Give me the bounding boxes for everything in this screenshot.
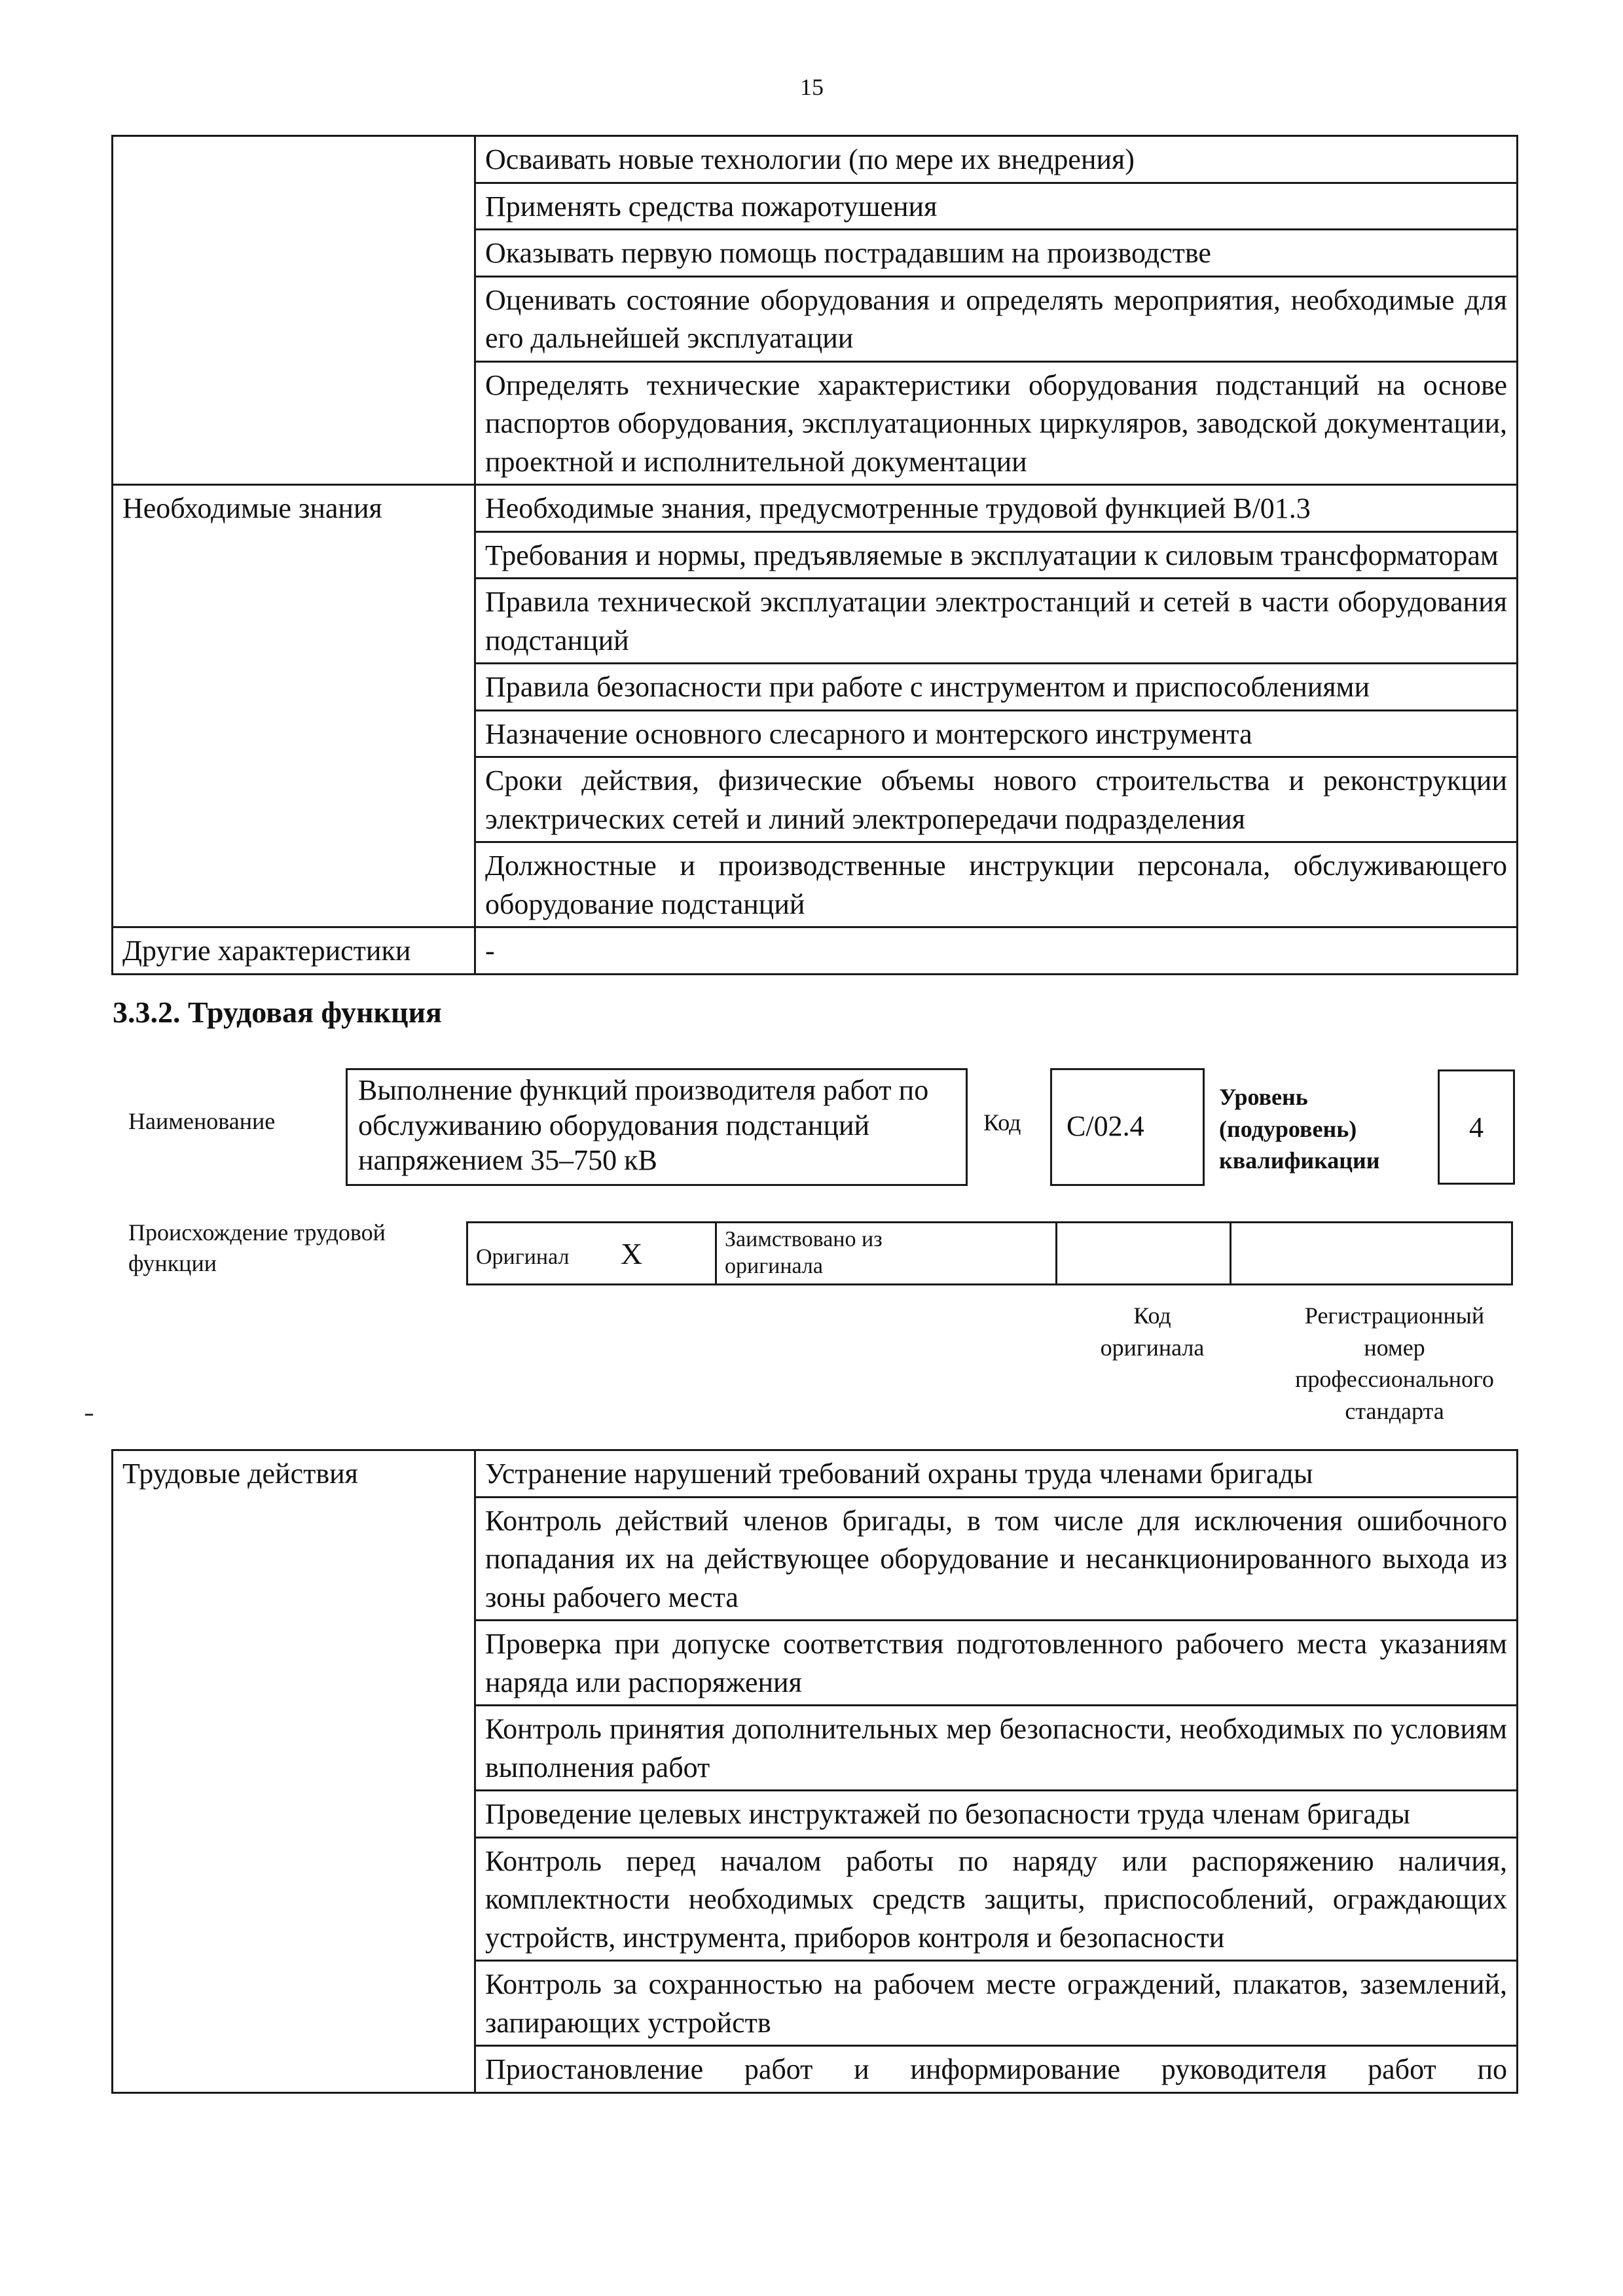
- table-row: [113, 485, 1518, 532]
- row-label-other: Другие характеристики: [113, 927, 475, 975]
- caption-line: профессионального: [1295, 1366, 1494, 1393]
- row-value: Сроки действия, физические объемы нового строительства и реконструкции электрических сетей и линий электропередачи подразделения: [475, 757, 1518, 842]
- caption-line: оригинала: [1100, 1334, 1205, 1361]
- row-label-required-knowledge: Необходимые знания: [113, 485, 475, 927]
- level-label: [1219, 1081, 1380, 1177]
- caption-line: Регистрационный: [1304, 1302, 1485, 1329]
- row-value: Необходимые знания, предусмотренные трудовой функцией В/01.3: [475, 485, 1518, 532]
- level-value: 4: [1469, 1111, 1484, 1143]
- borrowed-cell: [716, 1223, 1057, 1285]
- caption-registration-number: [1244, 1300, 1545, 1427]
- level-box: [1438, 1069, 1515, 1185]
- level-label-line: Уровень: [1219, 1084, 1308, 1110]
- row-value: Требования и нормы, предъявляемые в эксплуатации к силовым трансформаторам: [475, 531, 1518, 579]
- borrowed-line: Заимствовано из: [725, 1227, 883, 1252]
- row-value: Правила безопасности при работе с инструментом и приспособлениями: [475, 664, 1518, 711]
- function-name-box: [346, 1068, 968, 1186]
- stray-mark: [85, 1414, 93, 1416]
- table-row: [113, 1450, 1518, 1498]
- row-label-labor-actions: Трудовые действия: [113, 1450, 475, 2093]
- table-row: [113, 136, 1518, 183]
- origin-table: [466, 1221, 1513, 1285]
- row-value: Контроль принятия дополнительных мер безопасности, необходимых по условиям выполнения работ: [475, 1706, 1518, 1791]
- code-label: Код: [983, 1109, 1021, 1136]
- caption-line: номер: [1364, 1334, 1425, 1361]
- caption-line: Код: [1133, 1302, 1171, 1329]
- table-row: [113, 927, 1518, 975]
- section-title: 3.3.2. Трудовая функция: [113, 996, 442, 1029]
- origin-label-line: функции: [128, 1249, 217, 1276]
- row-value: Правила технической эксплуатации электростанций и сетей в части оборудования подстанций: [475, 579, 1518, 664]
- row-value: Устранение нарушений требований охраны труда членами бригады: [475, 1450, 1518, 1498]
- origin-label: [128, 1217, 386, 1279]
- code-value: C/02.4: [1067, 1110, 1144, 1142]
- row-value: Проведение целевых инструктажей по безопасности труда членам бригады: [475, 1791, 1518, 1838]
- registration-number-cell: [1231, 1223, 1512, 1285]
- skills-knowledge-table: [111, 135, 1518, 975]
- name-label: Наименование: [128, 1108, 276, 1134]
- row-value: Назначение основного слесарного и монтерского инструмента: [475, 710, 1518, 757]
- table-row: [467, 1223, 1512, 1285]
- original-mark: X: [620, 1236, 643, 1270]
- row-value: Должностные и производственные инструкции персонала, обслуживающего оборудование подстанций: [475, 842, 1518, 927]
- row-label: [113, 136, 475, 485]
- row-value: Оказывать первую помощь пострадавшим на производстве: [475, 230, 1518, 277]
- borrowed-line: оригинала: [725, 1254, 823, 1278]
- code-box: [1050, 1068, 1205, 1186]
- caption-original-code: [1048, 1300, 1257, 1363]
- row-value: Приостановление работ и информирование руководителя работ по: [475, 2046, 1518, 2093]
- row-value: -: [475, 927, 1518, 975]
- row-value: Контроль действий членов бригады, в том числе для исключения ошибочного попадания их на действующее оборудование и несанкционированного выхода из зоны рабочего места: [475, 1497, 1518, 1621]
- original-code-cell: [1057, 1223, 1231, 1285]
- function-name: Выполнение функций производителя работ по обслуживанию оборудования подстанций напряжением 35–750 кВ: [358, 1074, 929, 1177]
- labor-actions-table: [111, 1449, 1518, 2094]
- original-cell: [467, 1223, 716, 1285]
- level-label-line: квалификации: [1219, 1147, 1380, 1174]
- level-label-line: (подуровень): [1219, 1115, 1357, 1142]
- original-label: Оригинал: [476, 1244, 570, 1269]
- row-value: Применять средства пожаротушения: [475, 183, 1518, 230]
- row-value: Определять технические характеристики оборудования подстанций на основе паспортов оборудования, эксплуатационных циркуляров, заводской документации, проектной и исполнительной документации: [475, 361, 1518, 485]
- row-value: Контроль за сохранностью на рабочем месте ограждений, плакатов, заземлений, запирающих устройств: [475, 1961, 1518, 2046]
- row-value: Проверка при допуске соответствия подготовленного рабочего места указаниям наряда или распоряжения: [475, 1621, 1518, 1706]
- row-value: Оценивать состояние оборудования и определять мероприятия, необходимые для его дальнейшей эксплуатации: [475, 276, 1518, 361]
- page-number: 15: [800, 74, 824, 100]
- caption-line: стандарта: [1345, 1397, 1444, 1424]
- row-value: Осваивать новые технологии (по мере их внедрения): [475, 136, 1518, 183]
- row-value: Контроль перед началом работы по наряду или распоряжению наличия, комплектности необходимых средств защиты, приспособлений, ограждающих устройств, инструмента, приборов контроля и безопасности: [475, 1837, 1518, 1961]
- origin-label-line: Происхождение трудовой: [128, 1219, 386, 1246]
